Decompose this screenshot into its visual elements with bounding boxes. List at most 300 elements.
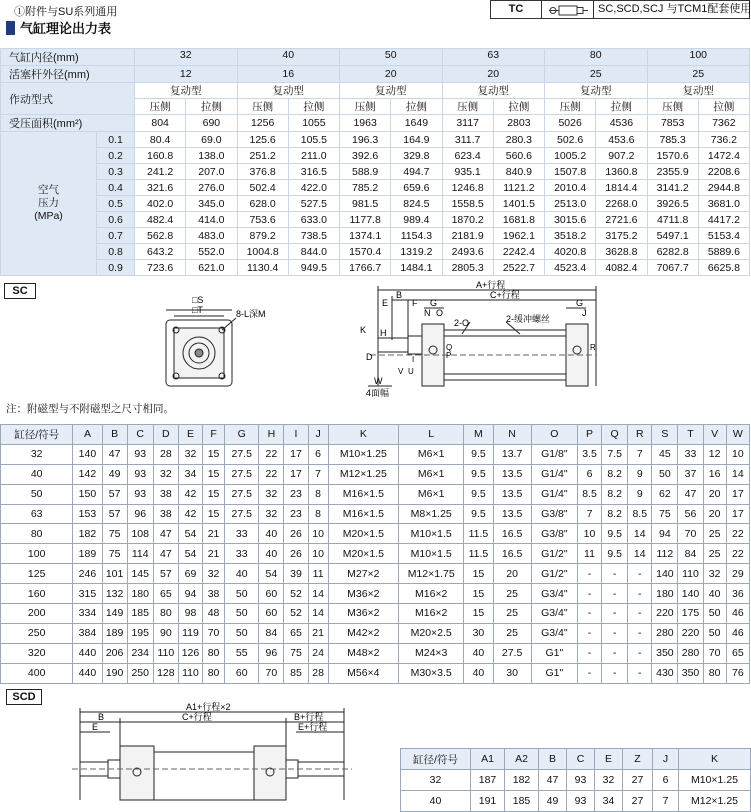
action-row [1,83,750,99]
scd-header-cell: A1 [471,749,505,770]
force-value: 989.4 [391,212,442,228]
dimension-cell: 70 [203,623,225,643]
dimension-cell: 7 [628,444,652,464]
dimension-cell: 39 [284,564,308,584]
force-value: 1558.5 [442,196,493,212]
force-value: 552.0 [186,244,237,260]
force-value: 3175.2 [596,228,647,244]
scd-row [401,770,751,791]
force-value: 840.9 [493,164,544,180]
force-value: 80.4 [135,132,186,148]
dimension-cell: 114 [127,544,153,564]
force-value: 785.3 [647,132,698,148]
dimension-cell: 280 [678,643,703,663]
dimension-cell: 30 [464,623,493,643]
dimension-cell: M10×1.25 [328,444,398,464]
force-value: 138.0 [186,148,237,164]
area-value: 1055 [288,115,339,132]
dimension-cell: 112 [652,544,678,564]
dimension-cell: 37 [678,464,703,484]
dimension-cell: 430 [652,663,678,683]
dimension-cell: 13.5 [493,504,531,524]
dimension-cell: 101 [102,564,127,584]
scd-dim-c-stroke: C+行程 [182,712,212,722]
dimension-header-cell: J [308,425,328,445]
dimension-row [1,464,750,484]
dimension-cell: 14 [308,584,328,604]
dimension-cell: 96 [127,504,153,524]
force-value: 2493.6 [442,244,493,260]
dimension-cell: 119 [178,623,202,643]
dimension-cell: 75 [102,544,127,564]
dimension-cell: 32 [1,444,73,464]
dimension-cell: M42×2 [328,623,398,643]
dimension-cell: 46 [726,604,749,624]
dimension-cell: 42 [178,484,202,504]
dimension-header-cell: 缸径/符号 [1,425,73,445]
dimension-cell: 27.5 [225,444,259,464]
dimension-header-cell: P [577,425,601,445]
dimension-cell: - [602,604,628,624]
dimension-cell: G3/4" [531,604,577,624]
dimension-cell: 29 [726,564,749,584]
double-acting-label: 复动型 [340,83,443,99]
force-value: 2268.0 [596,196,647,212]
force-value: 2721.6 [596,212,647,228]
dim-o: O [436,308,444,318]
dimension-cell: 160 [1,584,73,604]
dimension-cell: 140 [73,444,102,464]
dimension-cell: 22 [726,544,749,564]
force-value: 4417.2 [698,212,749,228]
dimension-cell: 110 [178,663,202,683]
dimension-cell: 145 [127,564,153,584]
pressure-value: 0.3 [97,164,135,180]
dimension-cell: 27.5 [493,643,531,663]
dimension-cell: 175 [678,604,703,624]
dimension-cell: 9.5 [464,484,493,504]
header-note: ①附件与SU系列通用 [14,6,118,18]
dimension-cell: 13.5 [493,484,531,504]
dimension-cell: 47 [153,544,178,564]
rod-value: 25 [647,66,750,83]
force-value: 1374.1 [340,228,391,244]
force-value: 1570.6 [647,148,698,164]
dimension-cell: 94 [652,524,678,544]
dimension-header-cell: D [153,425,178,445]
push-side-label: 压侧 [545,99,596,115]
dim-n: N [424,308,431,318]
rod-value: 16 [237,66,340,83]
rod-value: 20 [442,66,545,83]
dimension-cell: G1" [531,663,577,683]
scd-cell: 27 [623,770,653,791]
dimension-cell: 57 [153,564,178,584]
dimension-cell: M20×1.5 [328,544,398,564]
dimension-cell: 42 [178,504,202,524]
push-side-label: 压侧 [442,99,493,115]
pressure-row [1,148,750,164]
scd-header-row [401,749,751,770]
force-value: 5889.6 [698,244,749,260]
dimension-cell: 8 [308,504,328,524]
dim-w: W [374,376,383,386]
dimension-cell: 63 [1,504,73,524]
force-value: 482.4 [135,212,186,228]
dimension-row [1,663,750,683]
dimension-cell: 57 [102,484,127,504]
dimension-cell: 22 [259,464,284,484]
force-value: 276.0 [186,180,237,196]
dimension-cell: M30×3.5 [399,663,464,683]
dimension-cell: 400 [1,663,73,683]
force-value: 502.6 [545,132,596,148]
dimension-header-cell: L [399,425,464,445]
dimension-cell: 350 [652,643,678,663]
force-value: 753.6 [237,212,288,228]
dimension-cell: 28 [308,663,328,683]
pressure-row [1,228,750,244]
scd-header-cell: B [539,749,567,770]
dimension-cell: 25 [493,584,531,604]
pull-side-label: 拉侧 [391,99,442,115]
dimension-cell: 50 [703,604,726,624]
dimension-header-cell: S [652,425,678,445]
dim-e: E [382,298,389,308]
area-value: 1256 [237,115,288,132]
dimension-cell: 28 [153,444,178,464]
dimension-cell: 440 [73,643,102,663]
bore-value: 80 [545,49,648,66]
dimension-cell: 32 [259,504,284,524]
dim-s: □S [192,295,204,305]
dimension-cell: 15 [464,604,493,624]
dim-cushion: 2-缓冲螺丝 [506,314,551,324]
dimension-header-cell: O [531,425,577,445]
dimension-cell: 55 [225,643,259,663]
dimension-cell: - [628,584,652,604]
rod-row [1,66,750,83]
scd-cell: 32 [595,770,623,791]
dim-q: Q [446,343,453,352]
dim-v: V [398,367,404,376]
pressure-value: 0.8 [97,244,135,260]
force-value: 981.5 [340,196,391,212]
dimension-cell: 22 [259,444,284,464]
force-value: 6625.8 [698,260,749,276]
pressure-label [1,132,97,276]
dimension-cell: 98 [178,604,202,624]
force-value: 2208.6 [698,164,749,180]
dim-g-right: G [576,298,584,308]
dim-i: I [412,355,415,364]
dimension-cell: - [602,564,628,584]
force-value: 345.0 [186,196,237,212]
dimension-cell: 48 [203,604,225,624]
bore-value: 40 [237,49,340,66]
dimension-cell: 40 [259,524,284,544]
dimension-cell: 9.5 [464,464,493,484]
dimension-cell: 47 [102,444,127,464]
dimension-cell: 8 [308,484,328,504]
dimension-cell: 60 [259,584,284,604]
scd-cell: 185 [505,791,539,812]
force-value: 588.9 [340,164,391,180]
dimension-cell: 50 [652,464,678,484]
force-value: 2805.3 [442,260,493,276]
dimension-cell: 20 [703,504,726,524]
dimension-header-cell: Q [602,425,628,445]
force-value: 1766.7 [340,260,391,276]
scd-header-cell: J [653,749,679,770]
scd-cell: 49 [539,791,567,812]
dimension-cell: 17 [726,504,749,524]
dimension-cell: 14 [628,544,652,564]
scd-dimension-diagram [0,700,400,800]
dimension-cell: 185 [127,604,153,624]
dimension-cell: 47 [678,484,703,504]
dimension-cell: - [628,564,652,584]
dimension-cell: 128 [153,663,178,683]
dimension-cell: 21 [203,524,225,544]
dimension-cell: 38 [203,584,225,604]
area-value: 1649 [391,115,442,132]
dimension-cell: M12×1.25 [328,464,398,484]
page-title: 气缸理论出力表 [20,21,112,36]
scd-dim-b: B [98,712,105,722]
scd-cell: 7 [653,791,679,812]
dimension-cell: 320 [1,643,73,663]
bore-label: 气缸内径(mm) [1,49,135,66]
dimension-cell: 100 [1,544,73,564]
force-value: 623.4 [442,148,493,164]
dimension-cell: 13.5 [493,464,531,484]
dimension-cell: 46 [726,623,749,643]
dimension-cell: 93 [127,484,153,504]
dimension-header-cell: C [127,425,153,445]
dimension-cell: - [577,604,601,624]
scd-cell: 47 [539,770,567,791]
dimension-cell: 20 [703,484,726,504]
dimension-header-cell: H [259,425,284,445]
bore-value: 50 [340,49,443,66]
force-value: 736.2 [698,132,749,148]
force-value: 241.2 [135,164,186,180]
dimension-cell: 93 [127,444,153,464]
dimension-cell: 110 [678,564,703,584]
dimension-cell: 40 [464,663,493,683]
force-value: 4523.4 [545,260,596,276]
dimension-cell: G1/4" [531,484,577,504]
dimension-cell: 7.5 [602,444,628,464]
dimension-cell: 80 [153,604,178,624]
dimension-cell: 440 [73,663,102,683]
scd-header-cell: K [679,749,751,770]
force-value: 935.1 [442,164,493,180]
dimension-cell: 384 [73,623,102,643]
dimension-cell: 25 [493,604,531,624]
dimension-cell: M12×1.75 [399,564,464,584]
dimension-cell: 27.5 [225,464,259,484]
bore-value: 100 [647,49,750,66]
force-value: 2010.4 [545,180,596,196]
dimension-cell: 8.2 [602,464,628,484]
scd-cell: 27 [623,791,653,812]
force-value: 738.5 [288,228,339,244]
bore-value: 32 [135,49,238,66]
dimension-cell: 32 [178,444,202,464]
dimension-cell: 21 [203,544,225,564]
pressure-row [1,180,750,196]
force-value: 422.0 [288,180,339,196]
pressure-value: 0.1 [97,132,135,148]
dimension-row [1,564,750,584]
sc-section-tag: SC [4,283,36,299]
dimension-cell: M16×2 [399,584,464,604]
force-value: 316.5 [288,164,339,180]
dim-j: J [582,308,587,318]
title-marker [6,21,15,35]
dimension-cell: 62 [652,484,678,504]
scd-cell: 40 [401,791,471,812]
sc-front-view [166,310,236,386]
force-value: 4020.8 [545,244,596,260]
area-value: 7853 [647,115,698,132]
area-row [1,115,750,132]
dimension-cell: 7 [577,504,601,524]
dimension-cell: 33 [225,524,259,544]
pressure-row [1,132,750,148]
force-value: 527.5 [288,196,339,212]
dimension-cell: M10×1.5 [399,524,464,544]
scd-cell: 34 [595,791,623,812]
dimension-header-cell: F [203,425,225,445]
dimension-cell: 93 [127,464,153,484]
dimension-cell: M6×1 [399,484,464,504]
dimension-cell: 140 [652,564,678,584]
force-value: 628.0 [237,196,288,212]
force-value: 7067.7 [647,260,698,276]
dimension-cell: G3/4" [531,584,577,604]
dimension-cell: 11.5 [464,544,493,564]
scd-header-cell: A2 [505,749,539,770]
force-value: 251.2 [237,148,288,164]
dimension-cell: 126 [178,643,202,663]
force-value: 3628.8 [596,244,647,260]
pull-side-label: 拉侧 [288,99,339,115]
dim-u: U [408,367,414,376]
pull-side-label: 拉侧 [186,99,237,115]
dimension-cell: 150 [73,484,102,504]
pressure-value: 0.7 [97,228,135,244]
force-value: 3015.6 [545,212,596,228]
dimension-cell: 22 [726,524,749,544]
pull-side-label: 拉侧 [493,99,544,115]
dimension-cell: 189 [73,544,102,564]
dimension-cell: 15 [203,444,225,464]
dimension-cell: 10 [308,544,328,564]
dimension-cell: 27.5 [225,504,259,524]
dimension-cell: 26 [284,544,308,564]
dimension-cell: 180 [127,584,153,604]
dim-g-left: G [430,298,438,308]
dimension-cell: 33 [225,544,259,564]
dimension-cell: 149 [102,604,127,624]
force-value: 3141.2 [647,180,698,196]
dim-d: D [366,352,373,362]
dimension-cell: G1/2" [531,564,577,584]
dimension-cell: M16×2 [399,604,464,624]
force-value: 1005.2 [545,148,596,164]
dimension-cell: 14 [308,604,328,624]
pull-side-label: 拉侧 [596,99,647,115]
dimension-cell: 69 [178,564,202,584]
scd-section-tag: SCD [6,689,42,705]
dimension-header-cell: T [678,425,703,445]
dimension-cell: 15 [203,484,225,504]
dimension-cell: 108 [127,524,153,544]
dimension-cell: 8.5 [577,484,601,504]
force-value: 494.7 [391,164,442,180]
dim-flats: 4面幅 [366,388,390,398]
dimension-row [1,604,750,624]
dimension-cell: 8.5 [628,504,652,524]
dimension-cell: 280 [652,623,678,643]
area-value: 5026 [545,115,596,132]
dimension-cell: - [602,643,628,663]
dimension-cell: - [628,643,652,663]
rod-value: 25 [545,66,648,83]
force-value: 1814.4 [596,180,647,196]
dimension-cell: 75 [284,643,308,663]
dimension-cell: 3.5 [577,444,601,464]
dimension-cell: M16×1.5 [328,484,398,504]
bore-value: 63 [442,49,545,66]
dimension-cell: 234 [127,643,153,663]
dimension-cell: 40 [1,464,73,484]
force-value: 2513.0 [545,196,596,212]
dimension-cell: 180 [652,584,678,604]
dimension-header-cell: E [178,425,202,445]
dimension-cell: 65 [153,584,178,604]
scd-cell: 93 [567,791,595,812]
force-value: 1360.8 [596,164,647,180]
force-value: 621.0 [186,260,237,276]
force-value: 2181.9 [442,228,493,244]
dimension-cell: - [577,564,601,584]
dimension-cell: 32 [259,484,284,504]
dimension-cell: 40 [464,643,493,663]
dimension-row [1,524,750,544]
area-label: 受压面积(mm²) [1,115,135,132]
force-value: 3681.0 [698,196,749,212]
force-value: 196.3 [340,132,391,148]
dimension-cell: 23 [284,484,308,504]
dimension-cell: 54 [259,564,284,584]
dimension-cell: 47 [153,524,178,544]
force-value: 1870.2 [442,212,493,228]
double-acting-label: 复动型 [647,83,750,99]
scd-cell: M10×1.25 [679,770,751,791]
force-value: 560.6 [493,148,544,164]
dimension-cell: 6 [308,444,328,464]
dimension-cell: 17 [726,484,749,504]
dimension-cell: 49 [102,464,127,484]
pressure-row [1,196,750,212]
dimension-cell: 84 [678,544,703,564]
push-side-label: 压侧 [647,99,698,115]
dimension-note: 注：附磁型与不附磁型之尺寸相同。 [6,403,174,415]
